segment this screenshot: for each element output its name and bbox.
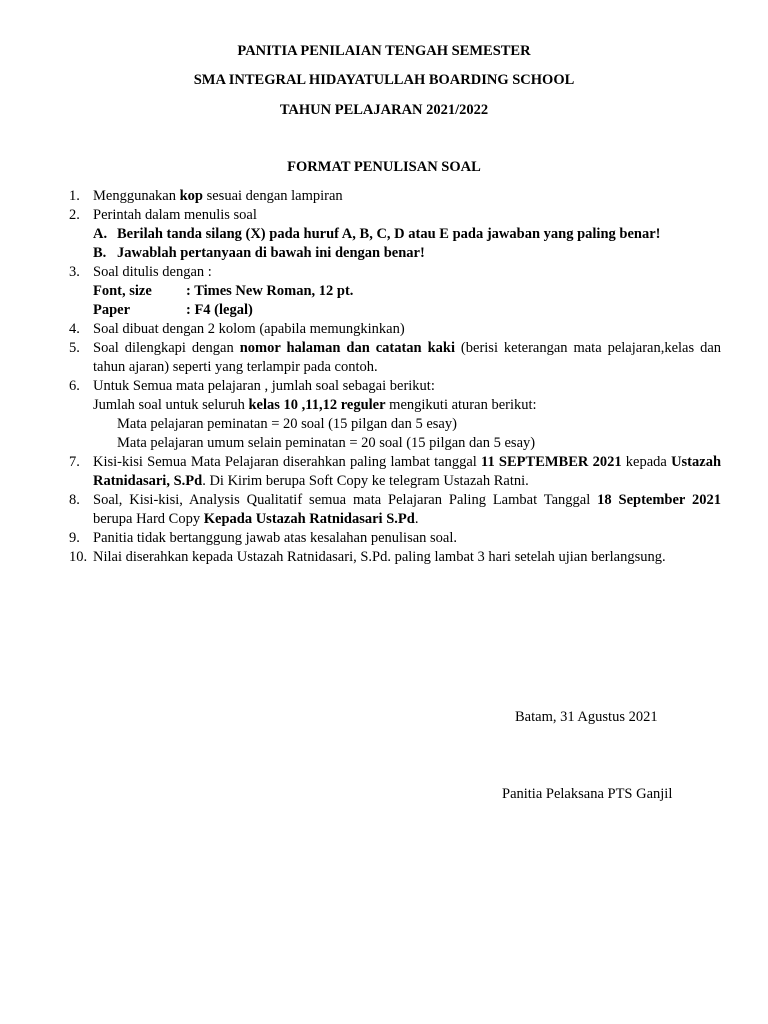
- spec-key: Font, size: [93, 283, 152, 299]
- item-text: mengikuti aturan berikut:: [385, 397, 537, 413]
- item-number: 9.: [69, 530, 80, 546]
- item-text: Soal dilengkapi dengan: [93, 340, 240, 356]
- item-text: Soal ditulis dengan :: [93, 264, 212, 280]
- list-item-6: [69, 377, 721, 453]
- item-bold-text: 18 September 2021: [597, 492, 722, 508]
- item-number: 10.: [69, 549, 88, 565]
- item-text: (berisi keterangan mata pelajaran,kelas dan tahun ajaran) seperti yang terlampir pada contoh.: [93, 340, 722, 375]
- item-text: sesuai dengan lampiran: [202, 188, 343, 204]
- item-number: 7.: [69, 454, 80, 470]
- item-bold-text: nomor halaman dan catatan kaki: [239, 340, 455, 356]
- signatory: Panitia Pelaksana PTS Ganjil: [502, 786, 673, 802]
- item-text: kepada: [621, 454, 672, 470]
- item-text: Nilai diserahkan kepada Ustazah Ratnidasari, S.Pd. paling lambat 3 hari setelah ujian berlangsung.: [93, 549, 666, 565]
- font-size-spec: [93, 282, 721, 301]
- header-school: SMA INTEGRAL HIDAYATULLAH BOARDING SCHOOL: [193, 72, 575, 88]
- sub-item-b: [93, 244, 721, 263]
- item-text: .: [414, 511, 419, 527]
- spec-value: : Times New Roman, 12 pt.: [186, 283, 354, 299]
- spec-key: Paper: [93, 302, 131, 318]
- list-item-4: [69, 320, 721, 339]
- list-item-10: [69, 548, 721, 567]
- item-number: 5.: [69, 340, 80, 356]
- spec-value: : F4 (legal): [186, 302, 253, 318]
- item-bold-text: Ustazah Ratnidasari, S.Pd: [93, 454, 722, 489]
- sub-item-letter: B.: [93, 245, 107, 261]
- item-text: Kisi-kisi Semua Mata Pelajaran diserahkan paling lambat tanggal: [93, 454, 482, 470]
- item-text: Panitia tidak bertanggung jawab atas kesalahan penulisan soal.: [93, 530, 458, 546]
- header-committee: PANITIA PENILAIAN TENGAH SEMESTER: [237, 43, 531, 59]
- sub-item-a: [93, 225, 721, 244]
- header-academic-year: TAHUN PELAJARAN 2021/2022: [279, 102, 489, 118]
- paper-spec: [93, 301, 721, 320]
- item-bold-text: kelas 10 ,11,12 reguler: [248, 397, 386, 413]
- sub-item-text: Jawablah pertanyaan di bawah ini dengan benar!: [117, 245, 425, 261]
- item-text: . Di Kirim berupa Soft Copy ke telegram Ustazah Ratni.: [202, 473, 529, 489]
- list-item-7: [69, 453, 721, 491]
- list-item-8: [69, 491, 721, 529]
- item-text: Soal, Kisi-kisi, Analysis Qualitatif semua mata Pelajaran Paling Lambat Tanggal: [93, 492, 598, 508]
- list-item-2: [69, 206, 721, 263]
- item-text: Jumlah soal untuk seluruh: [93, 397, 249, 413]
- list-item-5: [69, 339, 721, 377]
- item-number: 2.: [69, 207, 80, 223]
- item-number: 6.: [69, 378, 80, 394]
- sub-item-text: Berilah tanda silang (X) pada huruf A, B, C, D atau E pada jawaban yang paling benar!: [117, 226, 661, 242]
- item-subline: [93, 396, 721, 415]
- item-text: Untuk Semua mata pelajaran , jumlah soal sebagai berikut:: [93, 378, 435, 394]
- item-text: Menggunakan: [93, 188, 180, 204]
- list-item-3: [69, 263, 721, 320]
- item-bold-text: 11 SEPTEMBER 2021: [481, 454, 622, 470]
- item-number: 3.: [69, 264, 80, 280]
- item-number: 1.: [69, 188, 80, 204]
- item-number: 8.: [69, 492, 80, 508]
- rule-umum: Mata pelajaran umum selain peminatan = 20 soal (15 pilgan dan 5 esay): [117, 435, 536, 451]
- item-text: berupa Hard Copy: [93, 511, 204, 527]
- item-bold-text: Kepada Ustazah Ratnidasari S.Pd: [203, 511, 415, 527]
- instruction-list: [69, 187, 721, 567]
- list-item-1: [69, 187, 721, 206]
- section-title: FORMAT PENULISAN SOAL: [287, 159, 481, 175]
- rule-peminatan: Mata pelajaran peminatan = 20 soal (15 pilgan dan 5 esay): [117, 416, 457, 432]
- item-number: 4.: [69, 321, 80, 337]
- item-text: Perintah dalam menulis soal: [93, 207, 257, 223]
- item-bold-text: kop: [179, 188, 203, 204]
- list-item-9: [69, 529, 721, 548]
- item-text: Soal dibuat dengan 2 kolom (apabila memungkinkan): [93, 321, 405, 337]
- place-and-date: Batam, 31 Agustus 2021: [515, 709, 658, 725]
- sub-item-letter: A.: [93, 226, 108, 242]
